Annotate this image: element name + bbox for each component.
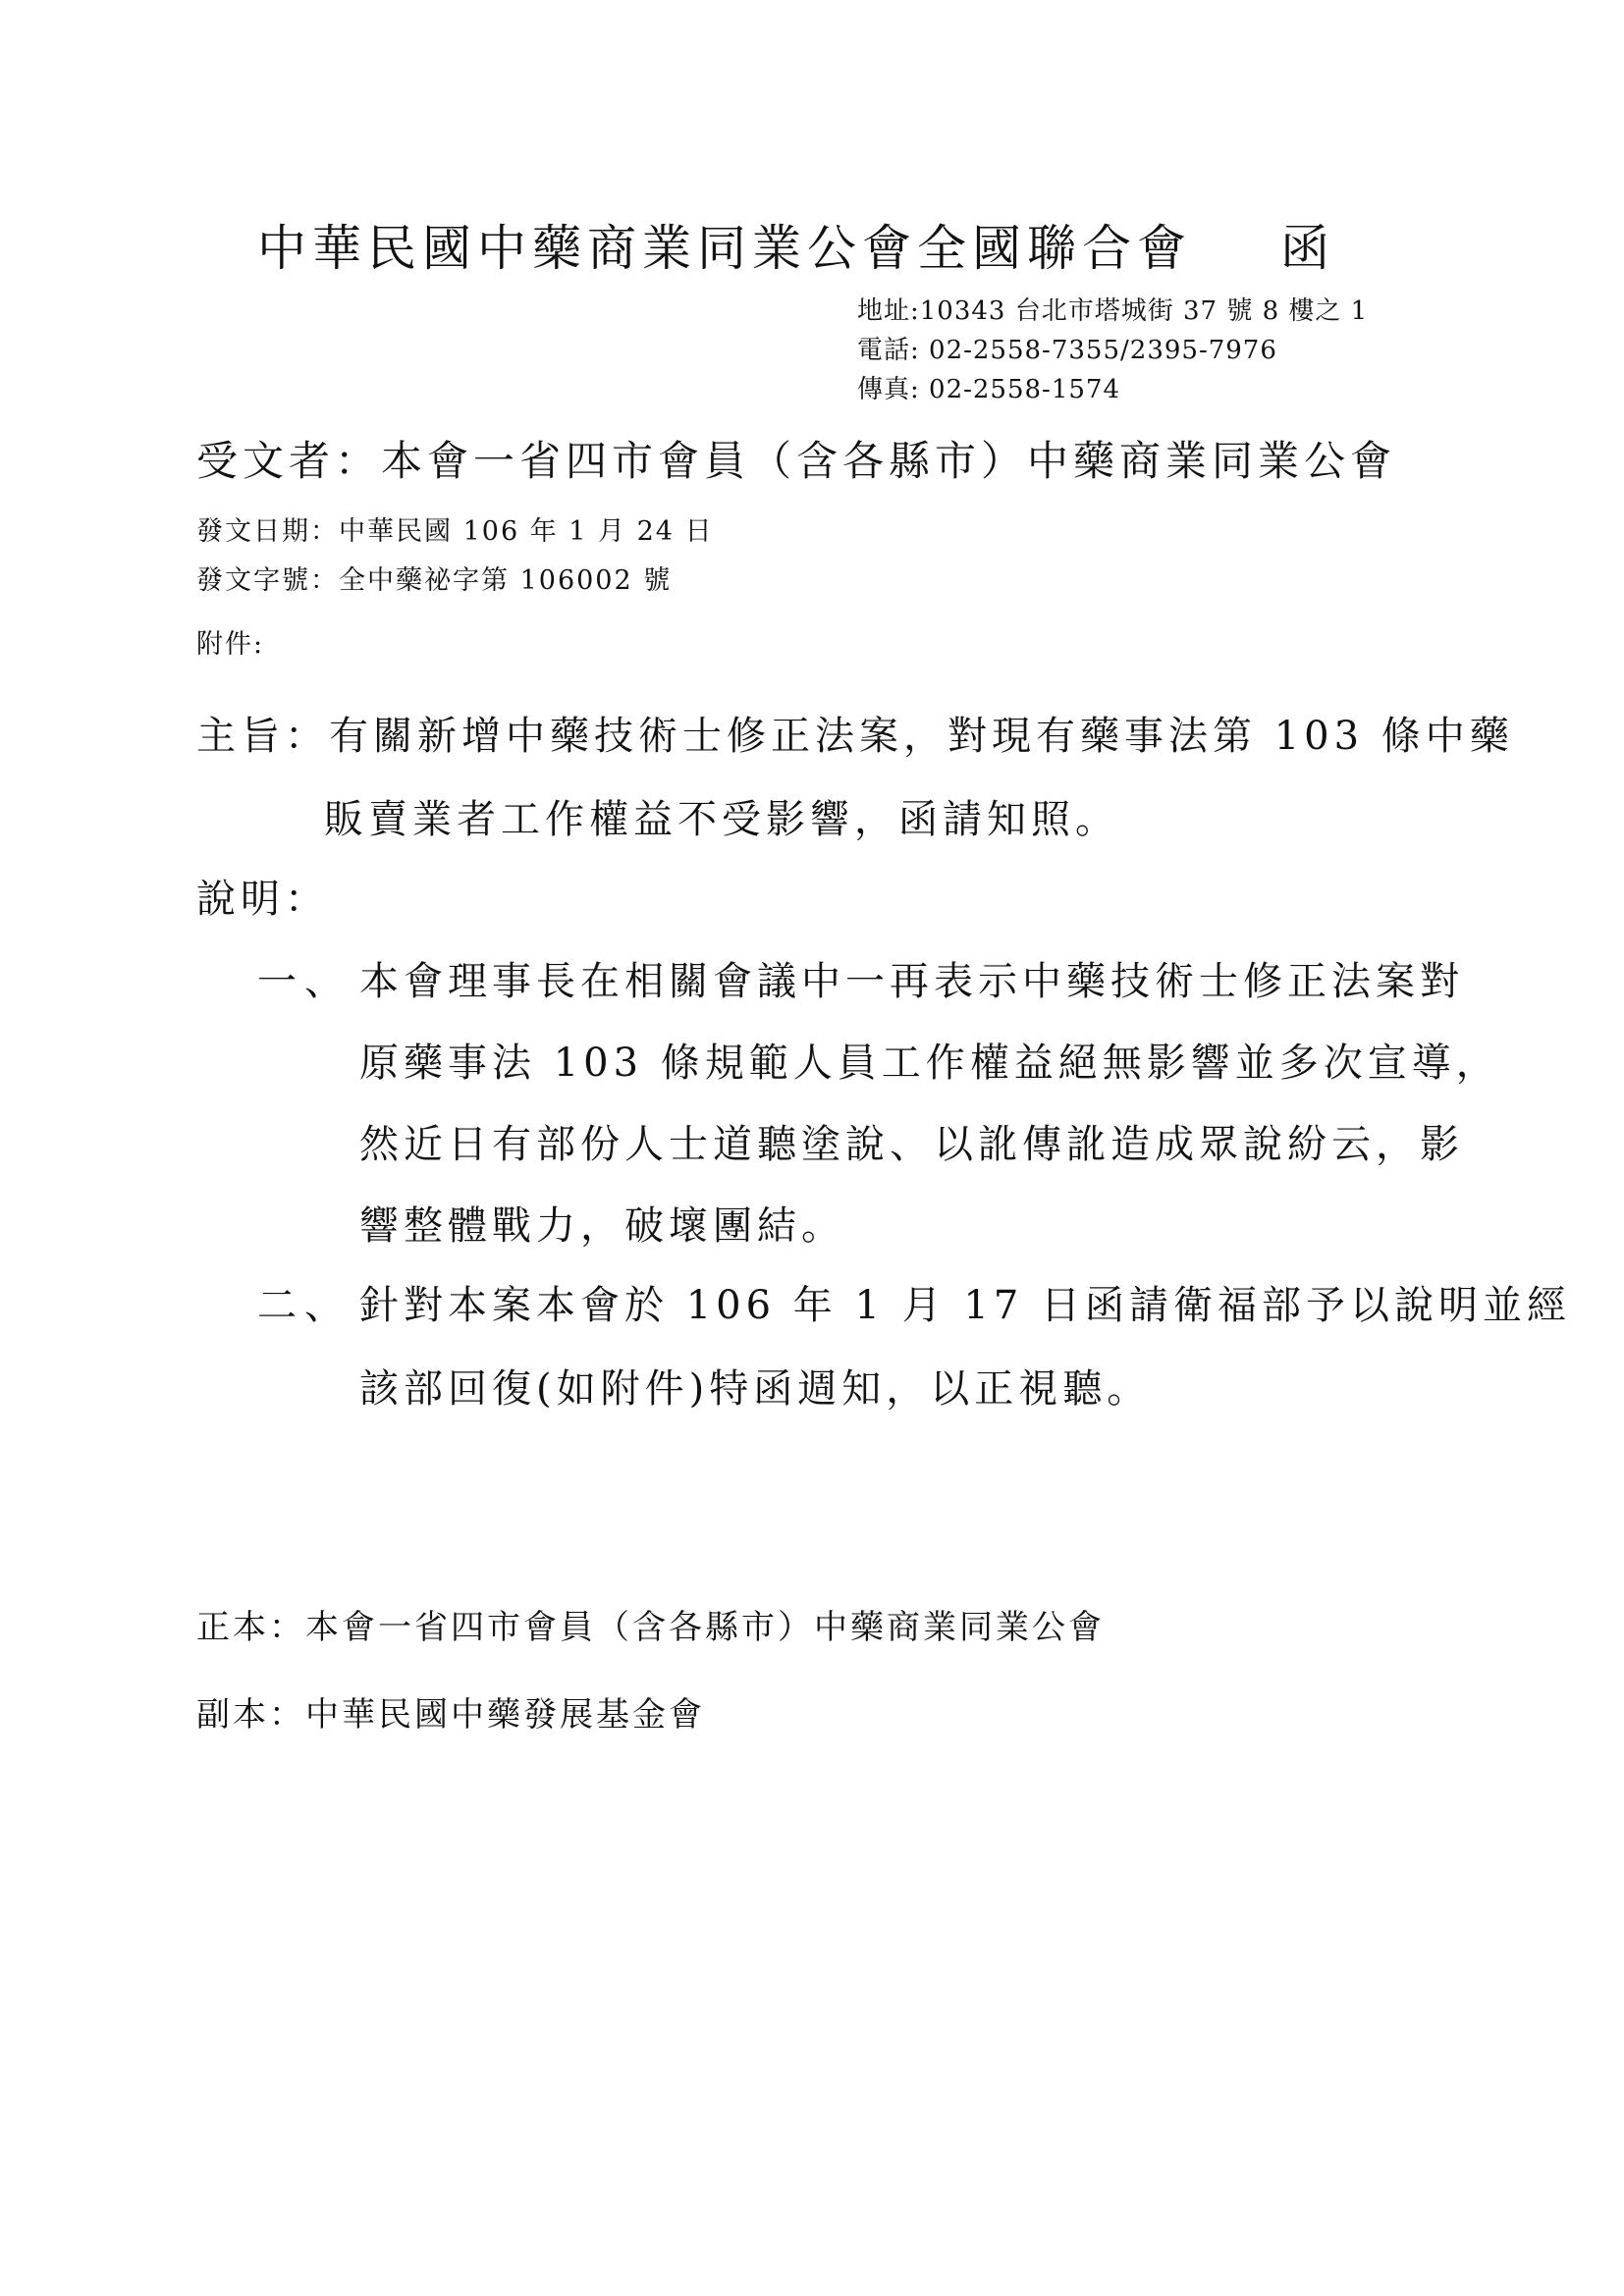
fax-line: 傳真: 02-2558-1574 [857, 375, 1121, 404]
phone-line: 電話: 02-2558-7355/2395-7976 [857, 336, 1277, 365]
reference-number: 發文字號：全中藥祕字第 106002 號 [196, 565, 673, 596]
subject-line-2: 販賣業者工作權益不受影響，函請知照。 [324, 797, 1119, 842]
address-line: 地址:10343 台北市塔城街 37 號 8 樓之 1 [857, 296, 1369, 326]
item-marker-2: 二、 [257, 1283, 352, 1328]
document-title-row [257, 214, 1335, 283]
item-1-line-3: 然近日有部份人士道聽塗說、以訛傳訛造成眾說紛云，影 [359, 1122, 1464, 1167]
document-title: 中華民國中藥商業同業公會全國聯合會 [257, 220, 1192, 277]
item-2-line-1: 針對本案本會於 106 年 1 月 17 日函請衛福部予以說明並經 [359, 1283, 1571, 1328]
item-1-line-2: 原藥事法 103 條規範人員工作權益絕無影響並多次宣導， [359, 1041, 1500, 1086]
subject-line-1: 主旨：有關新增中藥技術士修正法案，對現有藥事法第 103 條中藥 [196, 714, 1514, 759]
recipient-line: 受文者：本會一省四市會員（含各縣市）中藥商業同業公會 [196, 437, 1397, 485]
item-1-line-1: 本會理事長在相關會議中一再表示中藥技術士修正法案對 [359, 959, 1464, 1004]
item-1-line-4: 響整體戰力，破壞團結。 [359, 1203, 845, 1249]
issue-date: 發文日期：中華民國 106 年 1 月 24 日 [196, 516, 714, 547]
duplicate-copy-line: 副本：中華民國中藥發展基金會 [196, 1695, 705, 1735]
attachment-line: 附件: [196, 629, 265, 660]
item-2-line-2: 該部回復(如附件)特函週知，以正視聽。 [359, 1366, 1152, 1412]
item-marker-1: 一、 [257, 959, 352, 1004]
explanation-heading: 說明： [196, 877, 329, 922]
document-kind: 函 [1280, 220, 1335, 277]
original-copy-line: 正本：本會一省四市會員（含各縣市）中藥商業同業公會 [196, 1608, 1105, 1647]
